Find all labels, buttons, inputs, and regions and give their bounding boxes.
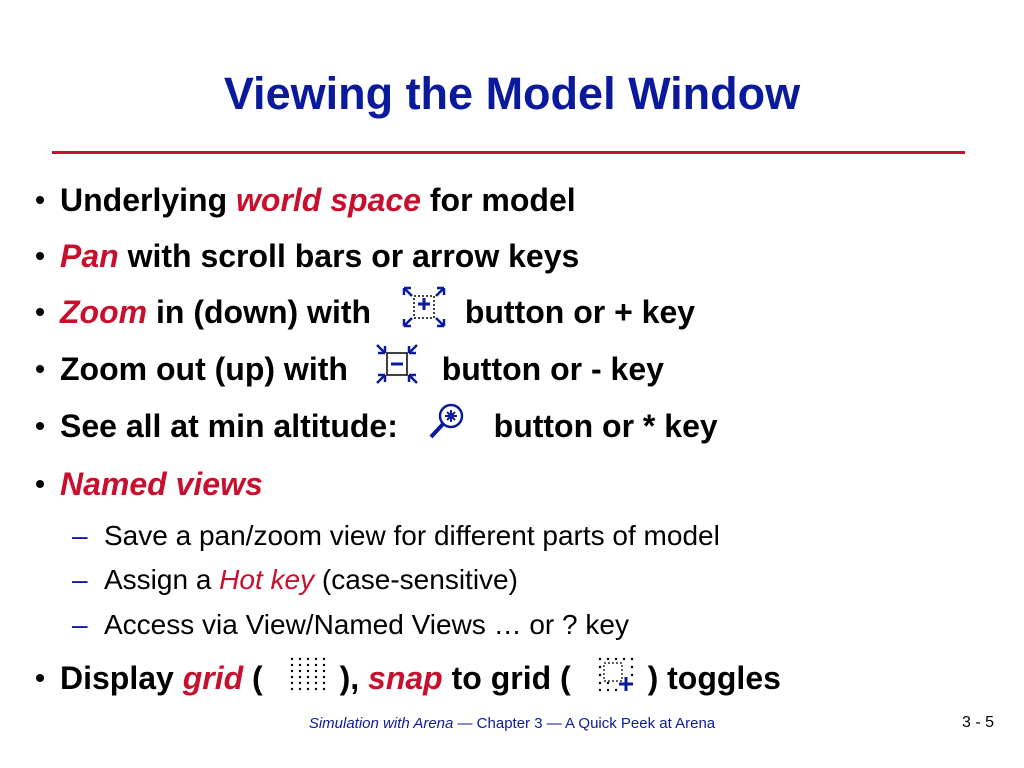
hot-key-term: Hot key [219,564,315,595]
bullet-text: See all at min altitude: [60,408,407,444]
footer-course-title: Simulation with Arena [308,715,454,732]
slide-footer [0,715,1024,732]
sub-bullet-text: (case-sensitive) [314,564,518,595]
bullet-text: button or * key [484,408,718,444]
snap-term: snap [368,660,443,696]
bullet-text: with scroll bars or arrow keys [118,238,580,274]
pan-term: Pan [60,238,119,274]
bullet-text: button or + key [455,294,696,330]
bullet-text: to grid ( [442,660,571,696]
bullet-marker: • [35,353,45,384]
grid-icon[interactable] [286,653,330,702]
slide-title: Viewing the Model Window [223,68,801,119]
bullet-text: Display [60,660,183,696]
sub-bullet-text: Save a pan/zoom view for different parts of model [104,520,720,551]
bullet-text: ) toggles [647,660,781,696]
see-all-icon[interactable] [427,401,467,450]
sub-bullet-text: Assign a [104,564,220,595]
zoom-out-icon[interactable] [375,343,419,394]
zoom-term: Zoom [60,294,148,330]
bullet-text: button or - key [432,351,664,387]
world-space-term: world space [236,182,421,218]
sub-bullet-marker: – [72,564,88,595]
bullet-text: ), [339,660,369,696]
snap-to-grid-icon[interactable] [594,653,638,702]
bullet-marker: • [35,296,45,327]
sub-bullet-text: Access via View/Named Views … or ? key [104,609,629,640]
page-number: 3 - 5 [961,714,994,731]
sub-bullet-marker: – [72,609,88,640]
bullet-text: ( [243,660,263,696]
footer-chapter: — Chapter 3 — A Quick Peek at Arena [453,715,716,732]
sub-bullet-marker: – [72,520,88,551]
bullet-marker: • [35,468,45,499]
bullet-marker: • [35,184,45,215]
named-views-term: Named views [60,466,263,502]
bullet-marker: • [35,410,45,441]
bullet-text: Underlying [60,182,237,218]
bullet-text: for model [420,182,576,218]
title-divider [52,151,965,154]
zoom-in-icon[interactable] [402,286,446,337]
bullet-marker: • [35,240,45,271]
bullet-text: in (down) with [147,294,380,330]
grid-term: grid [182,660,244,696]
bullet-text: Zoom out (up) with [60,351,357,387]
bullet-marker: • [35,662,45,693]
